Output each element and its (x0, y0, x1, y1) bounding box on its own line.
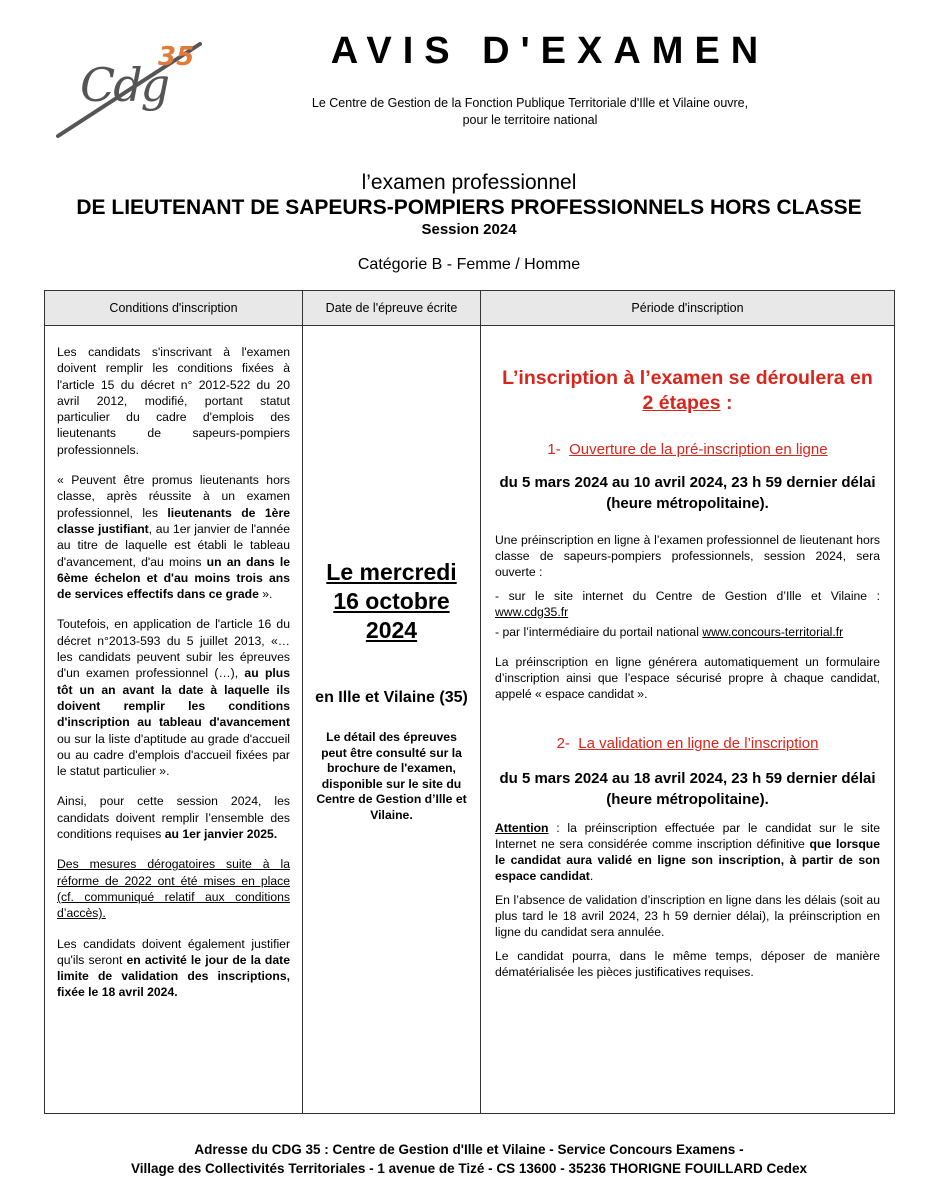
step-2-text-3: Le candidat pourra, dans le même temps, déposer de manière dématérialisée les pièces justificatives requises. (495, 949, 880, 979)
conditions-p5: Des mesures dérogatoires suite à la réforme de 2022 ont été mises en place (cf. communiqué relatif aux conditions d’accès). (57, 857, 290, 921)
attention-text: Attention : la préinscription effectuée par le candidat sur le site Internet ne sera considérée comme inscription définitive que lorsque le candidat aura validé en ligne son inscription, à partir de son espace candidat. (495, 821, 881, 883)
bullet-2: - par l’intermédiaire du portail national www.concours-territorial.fr (495, 625, 844, 639)
conditions-p1: Les candidats s'inscrivant à l'examen doivent remplir les conditions fixées à l'article 15 du décret n° 2012-522 du 20 avril 2012, modifié, portant statut particulier du cadre d'emplois des lieutenants de sapeurs-pompiers professionnels. (57, 345, 290, 457)
conditions-p6: Les candidats doivent également justifier qu'ils seront en activité le jour de la date limite de validation des inscriptions, fixée le 18 avril 2024. (57, 936, 290, 1000)
step-1-text: Une préinscription en ligne à l’examen professionnel de lieutenant hors classe de sapeurs-pompiers professionnels, session 2024, sera ouverte : (495, 533, 880, 579)
footer-line-1: Adresse du CDG 35 : Centre de Gestion d'Ille et Vilaine - Service Concours Examens - (194, 1142, 744, 1157)
table-header-row (45, 291, 895, 326)
page-title: AVIS D'EXAMEN (330, 30, 770, 72)
concours-link[interactable]: www.concours-territorial.fr (702, 625, 844, 639)
period-title: L’inscription à l’examen se déroulera en 2 étapes : (502, 367, 873, 414)
exam-category: Catégorie B - Femme / Homme (357, 256, 581, 273)
logo-number: 35 (158, 42, 195, 72)
exam-location: en Ille et Vilaine (35) (315, 689, 468, 706)
footer-address (0, 1140, 938, 1178)
exam-table (44, 290, 895, 1114)
conditions-p4: Ainsi, pour cette session 2024, les candidats doivent remplir l’ensemble des conditions requises au 1er janvier 2025. (57, 794, 290, 842)
intro-line-2: pour le territoire national (462, 113, 598, 127)
date-cell (303, 326, 481, 1114)
exam-date: Le mercredi 16 octobre 2024 (326, 559, 457, 643)
exam-detail: Le détail des épreuves peut être consulté sur la brochure de l'examen, disponible sur le site du Centre de Gestion d’Ille et Vilaine. (316, 730, 467, 822)
exam-title (0, 170, 938, 240)
intro-line-1: Le Centre de Gestion de la Fonction Publique Territoriale d'Ille et Vilaine ouvre, (311, 96, 749, 110)
step-2-dates: du 5 mars 2024 au 18 avril 2024, 23 h 59 dernier délai (heure métropolitaine). (499, 770, 876, 808)
conditions-p2: « Peuvent être promus lieutenants hors classe, après réussite à un examen professionnel, les lieutenants de 1ère classe justifiant, au 1er janvier de l'année au titre de laquelle est établi le tableau d'avancement, d'au moins un an dans le 6ème échelon et d'au moins trois ans de services effectifs dans ce grade ». (57, 473, 290, 602)
step-2-heading: 2- La validation en ligne de l’inscription (556, 735, 819, 752)
exam-title-line-2: DE LIEUTENANT DE SAPEURS-POMPIERS PROFESSIONNELS HORS CLASSE (76, 196, 862, 219)
step-1-dates: du 5 mars 2024 au 10 avril 2024, 23 h 59 dernier délai (heure métropolitaine). (499, 474, 876, 512)
cdg35-logo (50, 38, 215, 143)
exam-title-line-1: l’examen professionnel (361, 171, 577, 194)
conditions-cell (45, 326, 303, 1114)
step-1-heading: 1- Ouverture de la pré-inscription en ligne (547, 441, 828, 458)
logo-text: Cdg (80, 58, 169, 112)
intro (260, 95, 800, 129)
header-conditions: Conditions d'inscription (45, 291, 303, 326)
exam-session: Session 2024 (421, 221, 517, 238)
period-cell (481, 326, 895, 1114)
header-period: Période d'inscription (481, 291, 895, 326)
step-2-text-2: En l’absence de validation d’inscription en ligne dans les délais (soit au plus tard le 18 avril 2024, 23 h 59 dernier délai), la préinscription en ligne du candidat sera annulée. (495, 893, 880, 939)
conditions-p3: Toutefois, en application de l'article 16 du décret n°2013-593 du 5 juillet 2013, «… les candidats peuvent subir les épreuves d'un examen professionnel (…), au plus tôt un an avant la date à laquelle ils doivent remplir les conditions d'inscription au tableau d'avancement ou sur la liste d'aptitude au grade d'accueil ou au cadre d'emplois d'accueil fixées par le statut particulier ». (57, 617, 290, 779)
header-date: Date de l'épreuve écrite (303, 291, 481, 326)
table-body-row (45, 326, 895, 1114)
cdg35-link[interactable]: www.cdg35.fr (495, 605, 569, 619)
footer-line-2: Village des Collectivités Territoriales - 1 avenue de Tizé - CS 13600 - 35236 THORIGNE FOUILLARD Cedex (131, 1161, 807, 1176)
step-1-text-2: La préinscription en ligne générera automatiquement un formulaire d’inscription ainsi que l’espace sécurisé propre à chaque candidat, appelé « espace candidat ». (495, 655, 880, 701)
bullet-1: - sur le site internet du Centre de Gestion d’Ille et Vilaine : www.cdg35.fr (495, 589, 880, 619)
